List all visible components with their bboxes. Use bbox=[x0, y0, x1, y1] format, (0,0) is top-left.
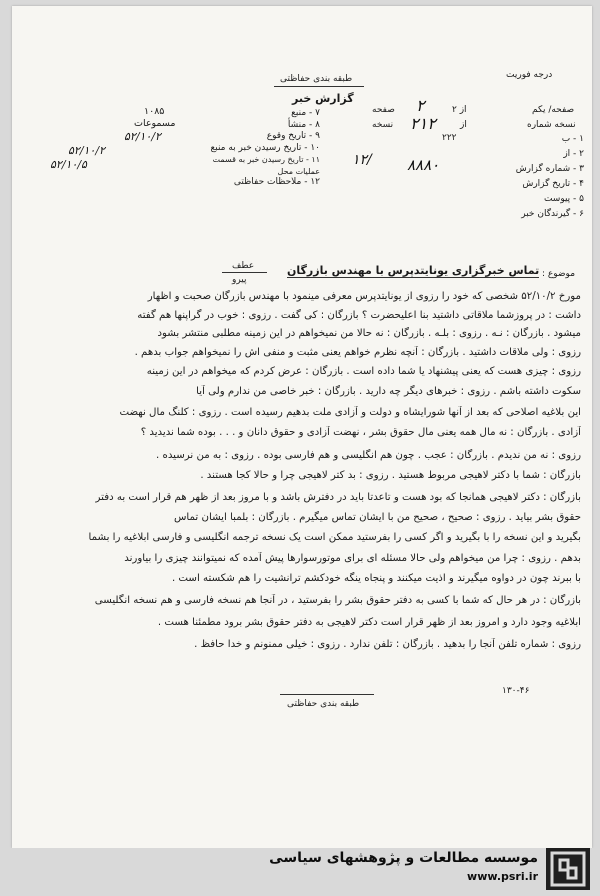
page-from: از ۲ bbox=[452, 105, 467, 115]
report-number-value: ۸۸۸۰ bbox=[407, 156, 440, 174]
classification-bottom: طبقه بندی حفاظتی bbox=[287, 699, 360, 709]
classification-top: طبقه بندی حفاظتی bbox=[280, 74, 353, 84]
body-line: با ببرند چون در دواوه میگیرند و اذیت میکنند و پنجاه ینگه خودکشم ترانشیت را هم شکسته است . bbox=[171, 573, 581, 584]
left-field-9: ۹ - تاریخ وقوع bbox=[266, 131, 320, 141]
right-field-5: ۵ - پیوست bbox=[543, 194, 584, 204]
copy-label: نسخه شماره bbox=[527, 120, 576, 130]
body-line: رزوی : نه من ندیدم . بازرگان : عجب . چون هم انگلیسی و هم فارسی بوده . رزوی : به من نرسیده . bbox=[156, 450, 581, 461]
left-value-date-occur: ۵۲/۱۰/۲ bbox=[124, 130, 161, 143]
left-field-12: ۱۲ - ملاحظات حفاظتی bbox=[233, 177, 320, 187]
page-page: صفحه bbox=[372, 105, 395, 115]
left-field-10: ۱۰ - تاریخ رسیدن خبر به منبع bbox=[210, 142, 320, 153]
body-line: حقوق بشر بیاید . رزوی : صحیح ، صحیح من با ایشان تماس میگیرم . بازرگان : بلمبا ایشان تماس bbox=[173, 512, 581, 523]
body-line: رزوی : چیزی هست که یعنی پیشنهاد یا شما داده است . بازرگان : عرض کردم که میخواهم در این زمینه bbox=[146, 366, 581, 377]
side-label-ref: عطف bbox=[232, 261, 255, 271]
body-line: آزادی . بازرگان : نه مال همه یعنی مال حقوق بشر ، نهضت آزادی و حقوق دانان و . . . بوده شما ندیدید ؟ bbox=[140, 427, 581, 438]
institute-name: موسسه مطالعات و پژوهشهای سیاسی bbox=[269, 850, 538, 866]
left-value-date-source: ۵۲/۱۰/۲ bbox=[68, 144, 105, 157]
left-field-11: ۱۱ - تاریخ رسیدن خبر به قسمت عملیات محل bbox=[212, 155, 320, 176]
right-fields bbox=[512, 132, 584, 222]
report-title: گزارش خبر bbox=[292, 92, 354, 105]
report-number-prefix: ۱۲/ bbox=[352, 152, 372, 168]
right-field-4: ۴ - تاریخ گزارش bbox=[522, 179, 584, 189]
body-line: این بلاغیه اصلاحی که بعد از آنها شورایشاه و دولت و آزادی ملت بدهیم رسیده است . رزوی : کلنگ مال نهضت bbox=[119, 407, 581, 418]
body-line: بازرگان : دکتر لاهیجی همانجا که بود هست و تاعدتا باید در دفترش باشد و با مروز بعد از ظهر هم قرار است به دفتر bbox=[95, 492, 581, 503]
right-field-2: ۲ - از bbox=[563, 149, 584, 159]
left-value-source: ۱۰۸۵ bbox=[144, 106, 165, 117]
body-line: میشود . بازرگان : نـه . رزوی : بلـه . بازرگان : نه حالا من نمیخواهم در این زمینه مطلبی منتشر بشود bbox=[157, 328, 581, 339]
body-line: داشت : در پروزشما ملاقاتی داشتید بنا اعلیحضرت ؟ بازرگان : کی گفت . رزوی : خوب در گراپنها هم گفته bbox=[137, 310, 581, 321]
body-line: رزوی : شماره تلفن آنجا را بدهید . بازرگان : تلفن ندارد . رزوی : خیلی ممنونم و خدا حافظ . bbox=[194, 639, 581, 650]
body-line: رزوی : ولی ملاقات داشتید . بازرگان : آنچه نظرم خواهم یعنی مثبت و منفی اش را نمیخواهم جواب بدهم . bbox=[134, 347, 581, 358]
page-label: صفحه/ یکم bbox=[532, 105, 575, 115]
side-label-follow: پیرو bbox=[232, 275, 247, 285]
document-page bbox=[12, 6, 592, 848]
right-field-1: ۱ - ب bbox=[561, 134, 584, 144]
handwritten-page: ۲ bbox=[416, 96, 425, 115]
body-line: بدهم . رزوی : چرا من میخواهم ولی حالا مسئله ای برای موتورسوارها پیش آمده که نمیتوانند چیزی را بیاورند bbox=[124, 553, 581, 564]
right-field-3: ۳ - شماره گزارش bbox=[515, 164, 584, 174]
body-line: ابلاغیه وجود دارد و امروز بعد از ظهر قرار است دکتر لاهیجی به دفتر حقوق بشر برود مطمئنا هست . bbox=[157, 617, 581, 628]
priority-label: درجه فوریت bbox=[506, 70, 553, 80]
subject-label: موضوع : bbox=[542, 269, 576, 279]
body-line: مورخ ۵۲/۱۰/۲ شخصی که خود را رزوی از یونایتدپرس معرفی مینمود با مهندس بازرگان صحبت و اظهار bbox=[147, 291, 581, 302]
body-line: بگیرید و این نسخه را با بگیرید و اگر کسی را بفرستید ممکن است یک نسخه ترجمه انگلیسی و فارسی ابلاغیه را بشما bbox=[88, 532, 581, 543]
left-fields bbox=[190, 108, 320, 189]
left-value-origin: مسموعات bbox=[134, 118, 176, 129]
left-field-7: ۷ - منبع bbox=[291, 108, 320, 118]
body-line: بازرگان : شما با دکتر لاهیجی مربوط هستید . رزوی : بد کتر لاهیجی چرا و حالا کجا هستند . bbox=[200, 470, 581, 481]
copy-copy: نسخه bbox=[372, 120, 394, 130]
subject-text: تماس خبرگزاری یونایتدپرس با مهندس بازرگان bbox=[287, 264, 540, 277]
handwritten-copy: ۲۱۲ bbox=[410, 114, 436, 133]
institute-url: www.psri.ir bbox=[467, 870, 538, 883]
copy-number: ۲۲۲ bbox=[442, 133, 457, 143]
left-field-8: ۸ - منشأ bbox=[287, 119, 320, 130]
institute-logo-icon bbox=[546, 848, 590, 890]
doc-number: ۱۳۰-۴۶ bbox=[502, 686, 530, 696]
body-line: بازرگان : در هر حال که شما با کسی به دفتر حقوق بشر را بفرستید ، در آنجا هم نسخه فارسی و هم نسخه انگلیسی bbox=[94, 595, 581, 606]
right-field-6: ۶ - گیرندگان خبر bbox=[521, 209, 584, 219]
left-value-date-ops: ۵۲/۱۰/۵ bbox=[50, 158, 87, 171]
copy-from: از bbox=[460, 120, 467, 130]
body-line: سکوت داشته باشم . رزوی : خبرهای دیگر چه دارید . بازرگان : خبر خاصی من ندارم ولی آیا bbox=[196, 386, 581, 397]
